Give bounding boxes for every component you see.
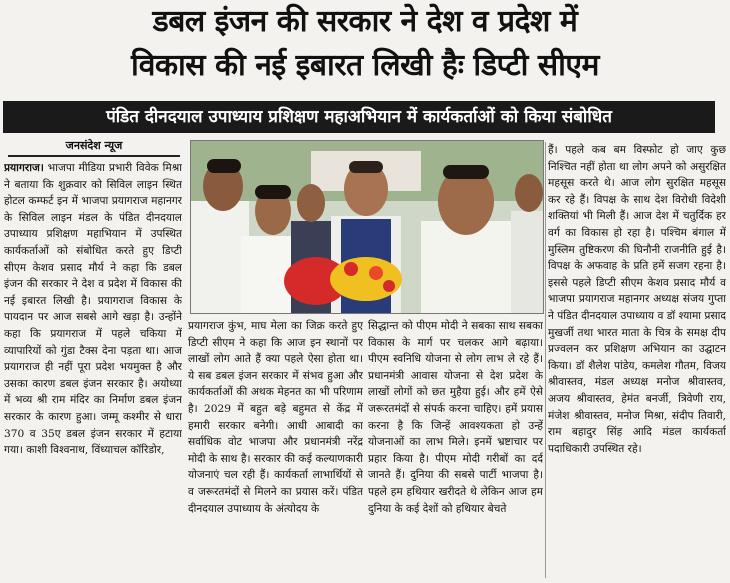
headline-line-1: डबल इंजन की सरकार ने देश व प्रदेश में	[152, 4, 578, 39]
article-column-1	[4, 160, 182, 580]
headline-line-2: विकास की नई इबारत लिखी हैः डिप्टी सीएम	[131, 48, 599, 83]
news-photo	[190, 140, 544, 314]
dateline: प्रयागराज।	[4, 162, 44, 174]
subheadline-bar: पंडित दीनदयाल उपाध्याय प्रशिक्षण महाअभियान में कार्यकर्ताओं को किया संबोधित	[3, 101, 715, 133]
headline	[0, 0, 730, 100]
column-4-text: हैं। पहले कब बम विस्फोट हो जाए कुछ निश्चित नहीं होता था लोग अपने को असुरक्षित महसूस करते थे। आज लोग सुरक्षित महसूस कर रहे हैं। विपक्ष के साथ देश विरोधी विदेशी शक्तियां भी मिली हैं। आज देश में चतुर्दिक हर वर्ग का विकास हो रहा है। पश्चिम बंगाल में मुस्लिम तुष्टिकरण की घिनौनी राजनीति हुई है। विपक्ष के अफवाह के प्रति हमें सजग रहना है। इससे पहले डिप्टी सीएम केशव प्रसाद मौर्य व भाजपा प्रयागराज महानगर अध्यक्ष संजय गुप्ता ने पंडित दीनदयाल उपाध्याय व डॉ श्यामा प्रसाद मुखर्जी तथा भारत माता के चित्र के समक्ष दीप प्रज्वलन कर प्रशिक्षण अभियान का उद्घाटन किया। डॉ शैलेश पांडेय, कमलेश गौतम, विजय श्रीवास्तव, मंडल अध्यक्ष मनोज श्रीवास्तव, अजय श्रीवास्तव, हेमंत बनर्जी, त्रिवेणी राय, मंजेश श्रीवास्तव, मनोज मिश्रा, संदीप तिवारी, राम बहादुर सिंह आदि मंडल कार्यकर्ता पदाधिकारी उपस्थित रहे।	[548, 144, 726, 455]
column-divider	[545, 142, 546, 578]
byline: जनसंदेश न्यूज	[8, 138, 180, 157]
column-3-text: सिद्धान्त को पीएम मोदी ने सबका साथ सबका विकास के मार्ग पर चलकर आगे बढ़ाया। पीएम स्वनिधि योजना से लोग लाभ ले रहे हैं। प्रधानमंत्री आवास योजना से देश प्रदेश के लाखों लोगों को छत मुहैया हुई। और हमें ऐसे जरूरतमंदों से संपर्क करना चाहिए। हमें प्रयास करना है कि जिन्हें आवश्यकता हो उन्हें योजनाओं का लाभ मिले। इनमें भ्रष्टाचार पर प्रहार किया है। पीएम मोदी गरीबों का दर्द जानते हैं। दुनिया की सबसे पार्टी भाजपा है। पहले हम हथियार खरीदते थे लेकिन आज हम दुनिया के कई देशों को हथियार बेचते	[368, 320, 543, 515]
photo-illustration	[191, 141, 543, 313]
column-1-text: भाजपा मीडिया प्रभारी विवेक मिश्रा ने बताया कि शुक्रवार को सिविल लाइन स्थित होटल कम्फर्ट इन में भाजपा प्रयागराज महानगर के सिविल लाइन मंडल के पंडित दीनदयाल उपाध्याय प्रशिक्षण महाभियान में उपस्थित कार्यकर्ताओं को संबोधित करते हुए डिप्टी सीएम केशव प्रसाद मौर्य ने कहा कि डबल इंजन की सरकार ने देश व प्रदेश में विकास की नई इबारत लिखी है। प्रयागराज विकास के पायदान पर आज सबसे आगे खड़ा है। उन्होंने कहा कि प्रयागराज में पहले चकिया में व्यापारियों को गुंडा टैक्स देना पड़ता था। आज प्रयागराज ही नहीं पूरा प्रदेश भयमुक्त है और उसका कारण डबल इंजन सरकार है। अयोध्या में भव्य श्री राम मंदिर का निर्माण डबल इंजन सरकार के कारण हुआ। जम्मू कश्मीर से धारा 370 व 35ए डबल इंजन सरकार में हटाया गया। काशी विश्वनाथ, विंध्याचल कॉरिडोर,	[4, 162, 182, 457]
article-column-3	[368, 318, 543, 580]
column-2-text: प्रयागराज कुंभ, माघ मेला का जिक्र करते हुए डिप्टी सीएम ने कहा कि आज इन स्थानों पर लाखों लोग आते हैं क्या पहले ऐसा होता था। ये सब डबल इंजन सरकार में संभव हुआ और कार्यकर्ताओं की अथक मेहनत का भी परिणाम है। 2029 में बहुत बड़े बहुमत से केंद्र में हमारी सरकार बनेगी। आधी आबादी का सर्वाधिक वोट भाजपा और प्रधानमंत्री नरेंद्र मोदी के साथ है। सरकार की कई कल्याणकारी योजनाएं चल रही हैं। कार्यकर्ता लाभार्थियों से व जरूरतमंदों से मिलने का प्रयास करें। पंडित दीनदयाल उपाध्याय के अंत्योदय के	[188, 320, 363, 515]
article-column-2	[188, 318, 363, 580]
article-column-4	[548, 142, 726, 580]
